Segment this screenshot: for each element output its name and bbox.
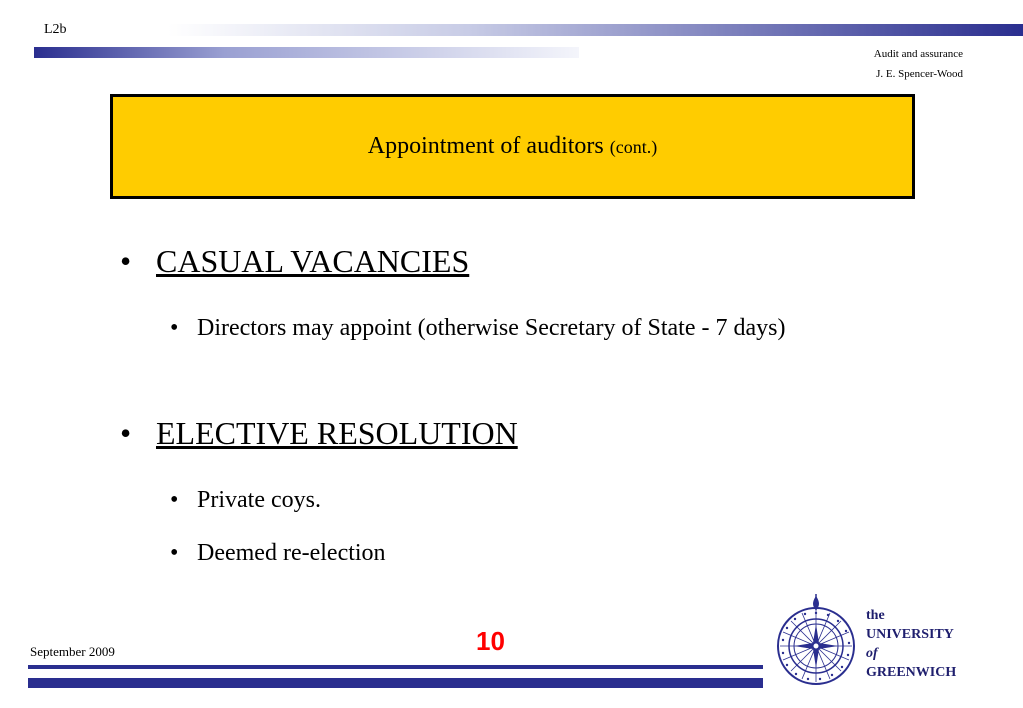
sub-bullet-private-coys xyxy=(170,478,930,522)
university-line-university: UNIVERSITY xyxy=(866,627,954,642)
footer-date: September 2009 xyxy=(30,644,115,659)
bullet-icon: • xyxy=(120,243,132,279)
university-line-greenwich: GREENWICH xyxy=(866,665,957,680)
sub-bullet-directors xyxy=(170,306,930,350)
title-box xyxy=(110,94,915,199)
slide-title-suffix: (cont.) xyxy=(609,137,658,157)
university-seal-logo xyxy=(772,594,860,690)
course-info xyxy=(874,44,963,84)
bullet-text: ELECTIVE RESOLUTION xyxy=(156,415,518,451)
footer-bar-thin xyxy=(28,665,763,669)
header-gradient-bar-secondary xyxy=(34,47,579,58)
slide-title xyxy=(368,133,657,160)
bullet-text: CASUAL VACANCIES xyxy=(156,243,470,279)
header-gradient-bar xyxy=(168,24,1023,36)
sub-bullet-text: Private coys. xyxy=(197,487,321,513)
sub-bullet-text: Deemed re-election xyxy=(197,540,386,566)
university-name xyxy=(866,606,956,682)
slide-code: L2b xyxy=(44,22,67,37)
sub-bullet-deemed-re-election xyxy=(170,531,930,575)
footer-bar-thick xyxy=(28,678,763,688)
university-line-the: the xyxy=(866,608,885,623)
slide-title-main: Appointment of auditors xyxy=(367,133,604,159)
bullet-casual-vacancies xyxy=(120,243,469,280)
course-name: Audit and assurance xyxy=(873,48,963,60)
university-line-of: of xyxy=(866,646,878,661)
sub-bullet-text: Directors may appoint (otherwise Secretary of State - 7 days) xyxy=(197,315,786,341)
bullet-icon: • xyxy=(170,487,179,513)
author-name: J. E. Spencer-Wood xyxy=(876,68,963,80)
bullet-icon: • xyxy=(120,415,132,451)
bullet-icon: • xyxy=(170,540,179,566)
page-number: 10 xyxy=(476,626,505,656)
bullet-elective-resolution xyxy=(120,415,518,452)
bullet-icon: • xyxy=(170,315,179,341)
